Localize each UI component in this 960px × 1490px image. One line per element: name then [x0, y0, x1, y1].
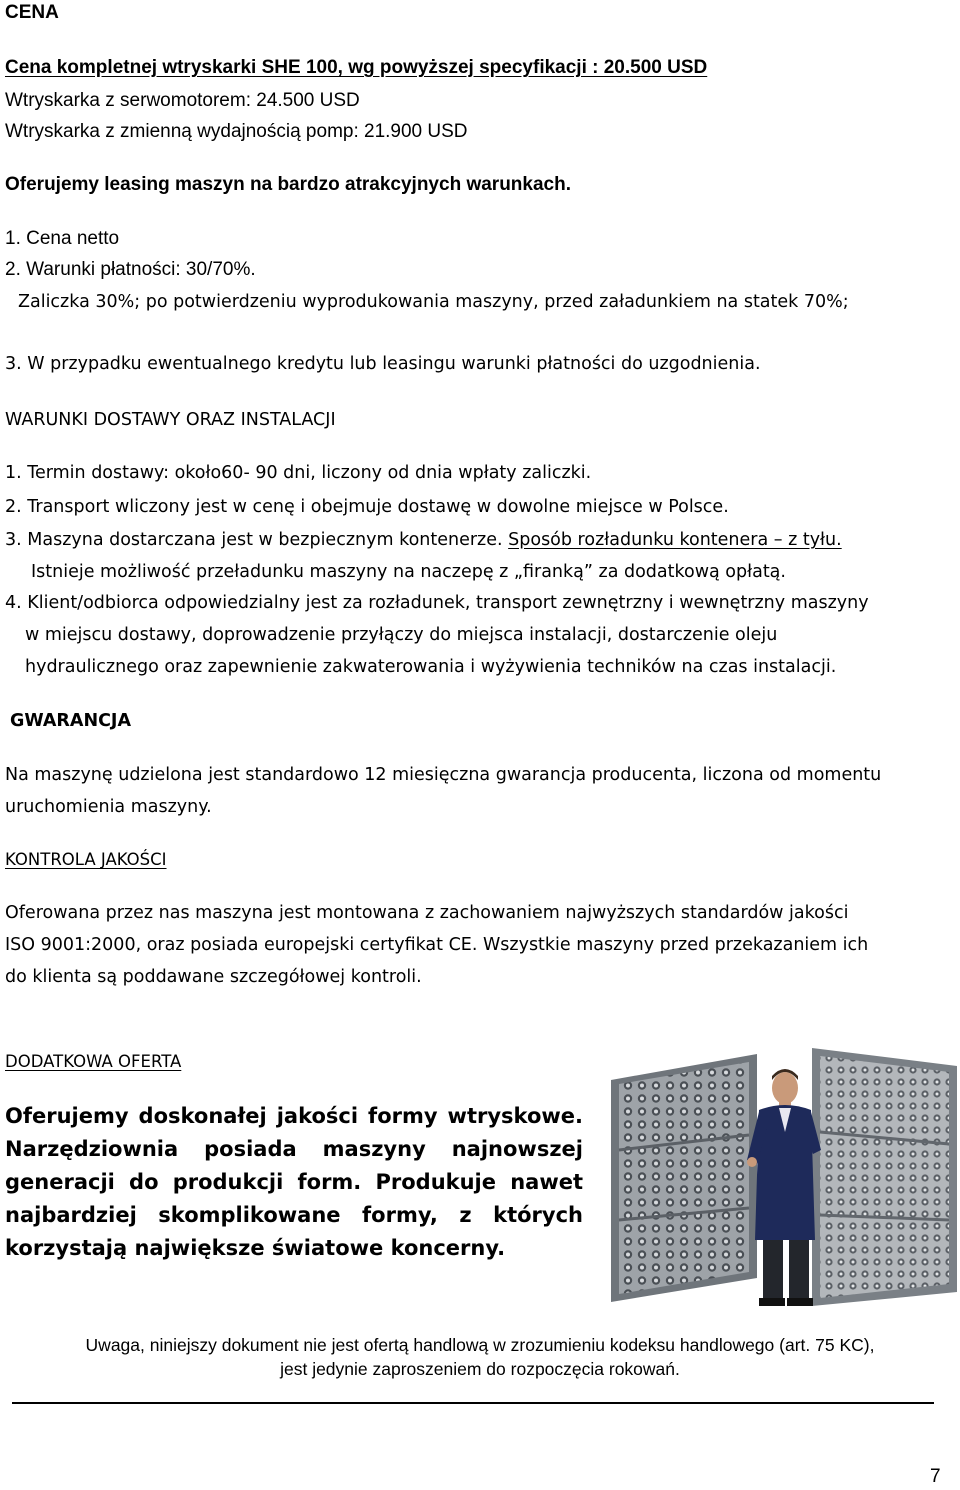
mold-photo-illustration [607, 1040, 960, 1310]
delivery-item-container [5, 530, 842, 550]
section-heading-quality: KONTROLA JAKOŚCI [5, 850, 167, 869]
section-heading-warranty: GWARANCJA [10, 711, 131, 731]
list-item-credit-terms: 3. W przypadku ewentualnego kredytu lub leasingu warunki płatności do uzgodnienia. [5, 354, 761, 374]
delivery-item-container-cont: Istnieje możliwość przeładunku maszyny na naczepę z „firanką” za dodatkową opłatą. [31, 562, 786, 582]
mold-photo [607, 1040, 960, 1310]
leasing-line: Oferujemy leasing maszyn na bardzo atrakcyjnych warunkach. [5, 174, 571, 195]
delivery-item-term: 1. Termin dostawy: około60- 90 dni, liczony od dnia wpłaty zaliczki. [5, 463, 592, 483]
list-item-net-price: 1. Cena netto [5, 228, 120, 249]
warranty-line2: uruchomienia maszyny. [5, 797, 212, 817]
delivery-item-responsibility-line3: hydraulicznego oraz zapewnienie zakwaterowania i wyżywienia techników na czas instalacji. [25, 657, 837, 677]
disclaimer-line1: Uwaga, niniejszy dokument nie jest ofertą handlową w zrozumieniu kodeksu handlowego (art. 75 KC), [85, 1335, 875, 1355]
delivery-item-transport: 2. Transport wliczony jest w cenę i obejmuje dostawę w dowolne miejsce w Polsce. [5, 497, 729, 517]
variable-pump-price-line: Wtryskarka z zmienną wydajnością pomp: 21.900 USD [5, 121, 468, 142]
unloading-method-link: Sposób rozładunku kontenera – z tyłu. [508, 530, 842, 550]
delivery-item-responsibility-line2: w miejscu dostawy, doprowadzenie przyłączy do miejsca instalacji, dostarczenie oleju [25, 625, 778, 645]
quality-line2: ISO 9001:2000, oraz posiada europejski certyfikat CE. Wszystkie maszyny przed przekazaniem ich [5, 935, 869, 955]
section-heading-delivery: WARUNKI DOSTAWY ORAZ INSTALACJI [5, 410, 336, 430]
delivery-item-container-text: 3. Maszyna dostarczana jest w bezpiecznym kontenerze. [5, 530, 509, 550]
advance-payment-line: Zaliczka 30%; po potwierdzeniu wyprodukowania maszyny, przed załadunkiem na statek 70%; [18, 292, 849, 312]
servo-price-line: Wtryskarka z serwomotorem: 24.500 USD [5, 90, 360, 111]
additional-offer-text: Oferujemy doskonałej jakości formy wtryskowe. Narzędziownia posiada maszyny najnowszej generacji do produkcji form. Produkuje nawet najbardziej skomplikowane formy, z których korzystają największe światowe koncerny. [5, 1104, 583, 1260]
worker-figure [747, 1069, 821, 1306]
list-item-payment-terms: 2. Warunki płatności: 30/70%. [5, 259, 256, 280]
quality-line3: do klienta są poddawane szczegółowej kontroli. [5, 967, 422, 987]
section-heading-cena: CENA [5, 2, 59, 23]
disclaimer-note [0, 1333, 960, 1381]
disclaimer-line2: jest jedynie zaproszeniem do rozpoczęcia rokowań. [280, 1359, 680, 1379]
price-line: Cena kompletnej wtryskarki SHE 100, wg powyższej specyfikacji : 20.500 USD [5, 57, 708, 78]
delivery-item-responsibility-line1: 4. Klient/odbiorca odpowiedzialny jest za rozładunek, transport zewnętrzny i wewnętrzny maszyny [5, 593, 869, 613]
warranty-line1: Na maszynę udzielona jest standardowo 12 miesięczna gwarancja producenta, liczona od momentu [5, 765, 882, 785]
page-number: 7 [930, 1466, 941, 1487]
section-heading-additional-offer: DODATKOWA OFERTA [5, 1052, 182, 1071]
quality-line1: Oferowana przez nas maszyna jest montowana z zachowaniem najwyższych standardów jakości [5, 903, 849, 923]
footer-divider [12, 1402, 934, 1404]
